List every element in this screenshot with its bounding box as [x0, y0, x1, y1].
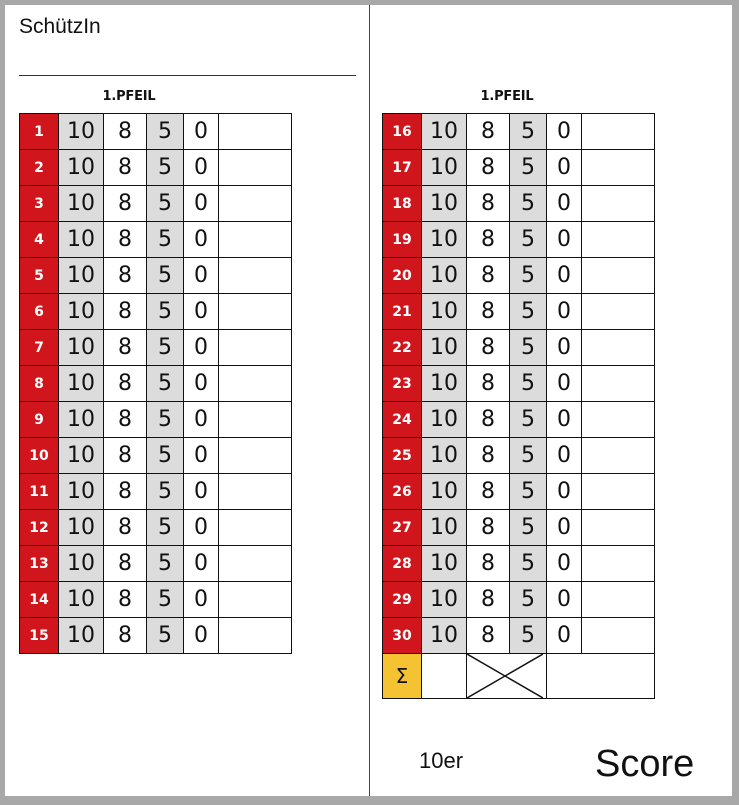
row-number: 21	[383, 294, 422, 330]
score-row	[20, 618, 292, 654]
row-result-cell[interactable]	[582, 618, 655, 654]
score-option-5[interactable]: 5	[510, 150, 547, 186]
row-number: 13	[20, 546, 59, 582]
score-option-5[interactable]: 5	[510, 222, 547, 258]
row-result-cell[interactable]	[219, 366, 292, 402]
row-number: 8	[20, 366, 59, 402]
row-result-cell[interactable]	[582, 186, 655, 222]
score-option-10[interactable]: 10	[422, 150, 467, 186]
row-number: 22	[383, 330, 422, 366]
row-number: 25	[383, 438, 422, 474]
score-option-8[interactable]: 8	[104, 186, 147, 222]
row-result-cell[interactable]	[219, 546, 292, 582]
score-option-10[interactable]: 10	[59, 330, 104, 366]
score-row	[20, 222, 292, 258]
score-option-8[interactable]: 8	[467, 150, 510, 186]
score-option-0[interactable]: 0	[547, 582, 582, 618]
score-option-10[interactable]: 10	[59, 222, 104, 258]
score-option-8[interactable]: 8	[104, 330, 147, 366]
row-result-cell[interactable]	[219, 474, 292, 510]
score-option-0[interactable]: 0	[184, 474, 219, 510]
row-number: 28	[383, 546, 422, 582]
score-option-8[interactable]: 8	[467, 510, 510, 546]
score-option-8[interactable]: 8	[104, 258, 147, 294]
tens-count-label: 10er	[419, 748, 464, 773]
score-row	[20, 114, 292, 150]
row-number: 11	[20, 474, 59, 510]
score-option-10[interactable]: 10	[422, 402, 467, 438]
row-result-cell[interactable]	[582, 474, 655, 510]
row-result-cell[interactable]	[219, 222, 292, 258]
row-result-cell[interactable]	[582, 258, 655, 294]
score-option-0[interactable]: 0	[547, 150, 582, 186]
score-option-0[interactable]: 0	[547, 438, 582, 474]
score-option-0[interactable]: 0	[547, 366, 582, 402]
score-row	[383, 618, 655, 654]
row-number: 2	[20, 150, 59, 186]
score-row	[383, 366, 655, 402]
row-number: 10	[20, 438, 59, 474]
score-option-5[interactable]: 5	[147, 330, 184, 366]
row-number: 4	[20, 222, 59, 258]
score-option-5[interactable]: 5	[510, 510, 547, 546]
score-option-5[interactable]: 5	[147, 150, 184, 186]
score-option-10[interactable]: 10	[422, 330, 467, 366]
score-option-8[interactable]: 8	[467, 330, 510, 366]
score-row	[383, 510, 655, 546]
score-option-5[interactable]: 5	[510, 186, 547, 222]
score-row	[383, 222, 655, 258]
score-option-5[interactable]: 5	[510, 258, 547, 294]
score-option-0[interactable]: 0	[547, 186, 582, 222]
score-option-10[interactable]: 10	[59, 402, 104, 438]
score-option-5[interactable]: 5	[147, 438, 184, 474]
score-option-8[interactable]: 8	[104, 618, 147, 654]
score-option-10[interactable]: 10	[59, 474, 104, 510]
row-number: 6	[20, 294, 59, 330]
score-option-5[interactable]: 5	[510, 618, 547, 654]
score-option-10[interactable]: 10	[422, 510, 467, 546]
score-option-10[interactable]: 10	[422, 366, 467, 402]
row-result-cell[interactable]	[582, 330, 655, 366]
score-row	[383, 258, 655, 294]
score-option-5[interactable]: 5	[147, 510, 184, 546]
row-number: 5	[20, 258, 59, 294]
score-row	[20, 150, 292, 186]
score-option-0[interactable]: 0	[184, 510, 219, 546]
score-row	[20, 582, 292, 618]
score-option-0[interactable]: 0	[547, 222, 582, 258]
score-option-8[interactable]: 8	[467, 294, 510, 330]
score-option-8[interactable]: 8	[104, 474, 147, 510]
score-option-0[interactable]: 0	[547, 294, 582, 330]
score-row	[20, 402, 292, 438]
row-result-cell[interactable]	[582, 114, 655, 150]
score-row	[20, 366, 292, 402]
row-result-cell[interactable]	[219, 438, 292, 474]
row-result-cell[interactable]	[582, 222, 655, 258]
score-row	[20, 258, 292, 294]
score-option-10[interactable]: 10	[422, 474, 467, 510]
score-option-10[interactable]: 10	[422, 618, 467, 654]
row-number: 16	[383, 114, 422, 150]
score-row	[383, 402, 655, 438]
score-option-0[interactable]: 0	[547, 330, 582, 366]
row-result-cell[interactable]	[219, 510, 292, 546]
score-option-5[interactable]: 5	[147, 258, 184, 294]
score-row	[20, 546, 292, 582]
row-result-cell[interactable]	[582, 510, 655, 546]
score-option-10[interactable]: 10	[59, 366, 104, 402]
score-option-10[interactable]: 10	[59, 114, 104, 150]
score-option-8[interactable]: 8	[467, 366, 510, 402]
score-option-8[interactable]: 8	[104, 582, 147, 618]
score-row	[383, 330, 655, 366]
left-column-header: 1.PFEIL	[102, 89, 156, 104]
score-option-5[interactable]: 5	[510, 330, 547, 366]
score-option-5[interactable]: 5	[147, 366, 184, 402]
score-option-10[interactable]: 10	[422, 222, 467, 258]
score-option-8[interactable]: 8	[467, 186, 510, 222]
score-option-0[interactable]: 0	[184, 186, 219, 222]
score-label: Score	[595, 743, 695, 785]
score-option-0[interactable]: 0	[184, 546, 219, 582]
row-number: 14	[20, 582, 59, 618]
score-option-5[interactable]: 5	[147, 294, 184, 330]
score-row	[383, 438, 655, 474]
row-number: 23	[383, 366, 422, 402]
score-option-0[interactable]: 0	[184, 438, 219, 474]
sigma-icon: Σ	[383, 654, 422, 699]
score-option-0[interactable]: 0	[547, 114, 582, 150]
row-result-cell[interactable]	[219, 186, 292, 222]
row-number: 15	[20, 618, 59, 654]
score-option-5[interactable]: 5	[147, 402, 184, 438]
score-option-10[interactable]: 10	[59, 186, 104, 222]
score-option-10[interactable]: 10	[59, 510, 104, 546]
score-row	[383, 582, 655, 618]
score-row	[383, 294, 655, 330]
right-score-table	[382, 113, 655, 699]
score-option-5[interactable]: 5	[510, 546, 547, 582]
score-option-0[interactable]: 0	[184, 114, 219, 150]
score-option-10[interactable]: 10	[422, 582, 467, 618]
score-option-0[interactable]: 0	[184, 222, 219, 258]
score-row	[20, 330, 292, 366]
score-option-0[interactable]: 0	[184, 618, 219, 654]
score-option-0[interactable]: 0	[184, 258, 219, 294]
shooter-label: SchützIn	[19, 15, 101, 38]
row-number: 17	[383, 150, 422, 186]
score-option-0[interactable]: 0	[184, 402, 219, 438]
score-row	[383, 114, 655, 150]
score-option-5[interactable]: 5	[510, 294, 547, 330]
row-number: 18	[383, 186, 422, 222]
score-option-8[interactable]: 8	[467, 546, 510, 582]
score-option-8[interactable]: 8	[467, 258, 510, 294]
score-row	[20, 474, 292, 510]
row-result-cell[interactable]	[219, 618, 292, 654]
row-number: 3	[20, 186, 59, 222]
score-total-cell[interactable]	[547, 654, 655, 699]
row-result-cell[interactable]	[219, 258, 292, 294]
score-option-0[interactable]: 0	[184, 366, 219, 402]
score-option-5[interactable]: 5	[510, 474, 547, 510]
score-sheet	[5, 5, 732, 796]
row-result-cell[interactable]	[219, 402, 292, 438]
score-option-8[interactable]: 8	[467, 402, 510, 438]
score-option-8[interactable]: 8	[467, 474, 510, 510]
row-result-cell[interactable]	[219, 150, 292, 186]
row-number: 27	[383, 510, 422, 546]
score-option-10[interactable]: 10	[59, 438, 104, 474]
column-divider	[369, 5, 370, 796]
row-number: 30	[383, 618, 422, 654]
score-option-10[interactable]: 10	[59, 150, 104, 186]
score-option-10[interactable]: 10	[422, 546, 467, 582]
row-result-cell[interactable]	[219, 330, 292, 366]
score-option-8[interactable]: 8	[104, 114, 147, 150]
score-row	[383, 186, 655, 222]
score-option-8[interactable]: 8	[467, 582, 510, 618]
score-row	[383, 150, 655, 186]
score-option-10[interactable]: 10	[59, 582, 104, 618]
score-option-10[interactable]: 10	[59, 294, 104, 330]
tens-total-cell[interactable]	[422, 654, 467, 699]
score-option-0[interactable]: 0	[184, 582, 219, 618]
score-row	[20, 438, 292, 474]
score-option-5[interactable]: 5	[510, 366, 547, 402]
left-score-table	[19, 113, 292, 654]
summary-row	[383, 654, 655, 699]
score-option-0[interactable]: 0	[547, 618, 582, 654]
score-row	[383, 474, 655, 510]
crossed-out-cell	[467, 654, 547, 699]
score-option-10[interactable]: 10	[422, 114, 467, 150]
score-option-10[interactable]: 10	[422, 294, 467, 330]
row-number: 12	[20, 510, 59, 546]
score-option-5[interactable]: 5	[147, 222, 184, 258]
score-option-0[interactable]: 0	[547, 402, 582, 438]
score-row	[20, 294, 292, 330]
row-number: 24	[383, 402, 422, 438]
score-option-0[interactable]: 0	[547, 546, 582, 582]
score-option-8[interactable]: 8	[467, 114, 510, 150]
score-option-5[interactable]: 5	[147, 582, 184, 618]
score-option-5[interactable]: 5	[510, 114, 547, 150]
row-result-cell[interactable]	[582, 294, 655, 330]
score-option-8[interactable]: 8	[104, 222, 147, 258]
row-number: 26	[383, 474, 422, 510]
score-option-0[interactable]: 0	[547, 510, 582, 546]
row-result-cell[interactable]	[582, 438, 655, 474]
row-result-cell[interactable]	[582, 366, 655, 402]
score-option-10[interactable]: 10	[59, 618, 104, 654]
row-result-cell[interactable]	[582, 546, 655, 582]
row-number: 19	[383, 222, 422, 258]
score-row	[383, 546, 655, 582]
score-row	[20, 510, 292, 546]
score-option-10[interactable]: 10	[422, 186, 467, 222]
score-option-0[interactable]: 0	[184, 330, 219, 366]
score-option-5[interactable]: 5	[510, 402, 547, 438]
score-option-5[interactable]: 5	[147, 186, 184, 222]
score-option-8[interactable]: 8	[467, 222, 510, 258]
score-option-5[interactable]: 5	[147, 474, 184, 510]
row-number: 20	[383, 258, 422, 294]
shooter-name-line[interactable]	[19, 75, 356, 76]
score-option-8[interactable]: 8	[104, 366, 147, 402]
score-option-5[interactable]: 5	[147, 618, 184, 654]
score-option-8[interactable]: 8	[104, 546, 147, 582]
row-number: 9	[20, 402, 59, 438]
row-result-cell[interactable]	[582, 402, 655, 438]
score-option-5[interactable]: 5	[147, 546, 184, 582]
score-option-0[interactable]: 0	[184, 294, 219, 330]
score-option-8[interactable]: 8	[104, 150, 147, 186]
score-option-10[interactable]: 10	[422, 438, 467, 474]
score-option-8[interactable]: 8	[104, 438, 147, 474]
score-option-8[interactable]: 8	[467, 438, 510, 474]
row-result-cell[interactable]	[582, 582, 655, 618]
score-option-10[interactable]: 10	[59, 546, 104, 582]
row-number: 7	[20, 330, 59, 366]
score-option-5[interactable]: 5	[510, 582, 547, 618]
row-result-cell[interactable]	[219, 294, 292, 330]
cross-icon	[467, 654, 543, 698]
score-option-0[interactable]: 0	[547, 258, 582, 294]
row-result-cell[interactable]	[582, 150, 655, 186]
score-option-5[interactable]: 5	[510, 438, 547, 474]
score-option-0[interactable]: 0	[184, 150, 219, 186]
score-option-8[interactable]: 8	[467, 618, 510, 654]
score-option-8[interactable]: 8	[104, 510, 147, 546]
score-option-8[interactable]: 8	[104, 402, 147, 438]
row-number: 1	[20, 114, 59, 150]
row-result-cell[interactable]	[219, 582, 292, 618]
score-option-10[interactable]: 10	[422, 258, 467, 294]
row-result-cell[interactable]	[219, 114, 292, 150]
score-row	[20, 186, 292, 222]
score-option-8[interactable]: 8	[104, 294, 147, 330]
score-option-10[interactable]: 10	[59, 258, 104, 294]
score-option-5[interactable]: 5	[147, 114, 184, 150]
score-option-0[interactable]: 0	[547, 474, 582, 510]
row-number: 29	[383, 582, 422, 618]
right-column-header: 1.PFEIL	[480, 89, 534, 104]
